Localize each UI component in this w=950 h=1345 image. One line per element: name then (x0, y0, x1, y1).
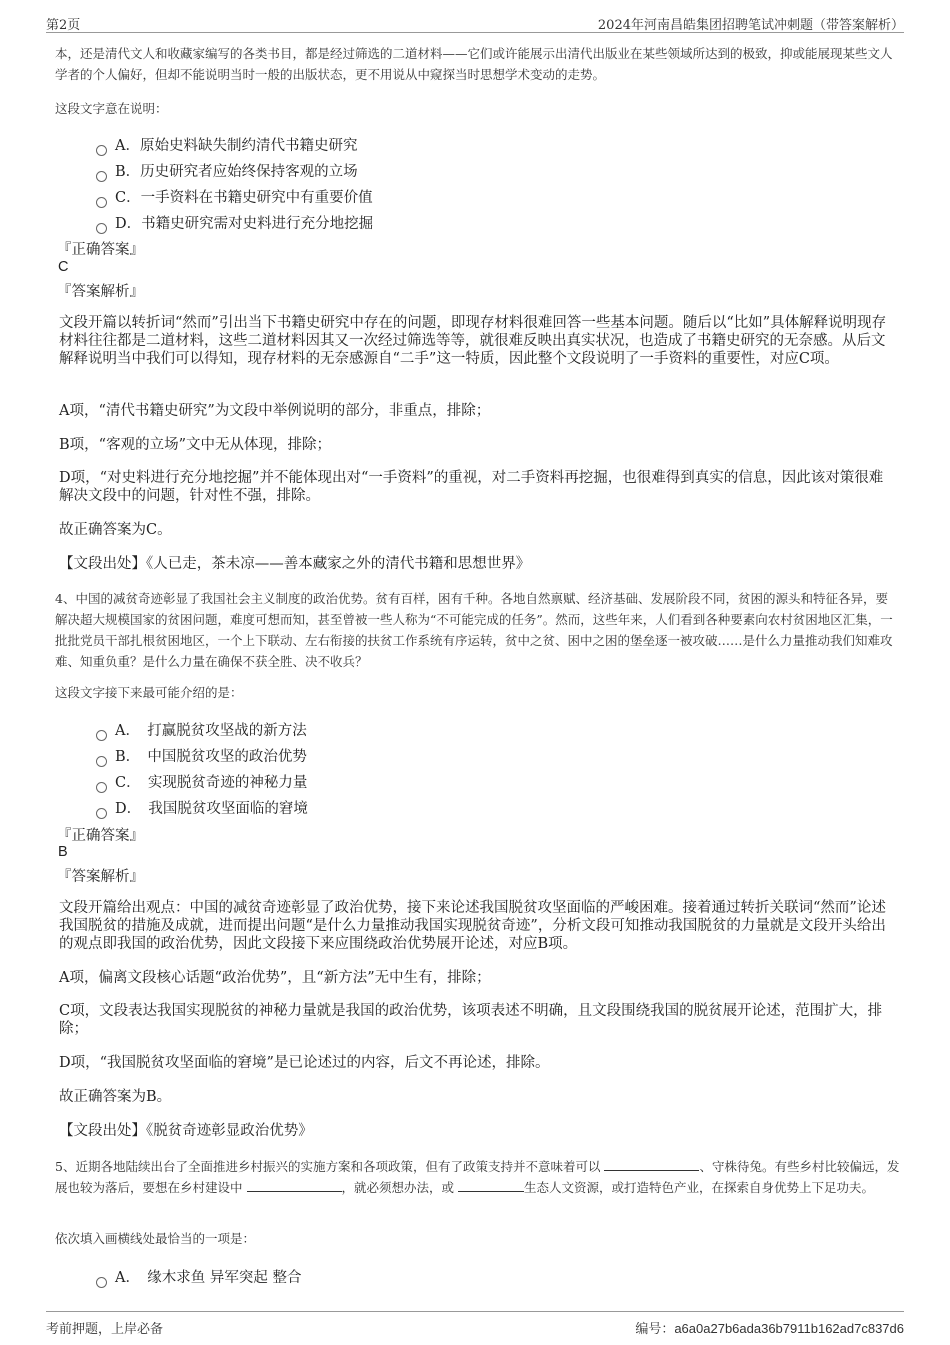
q5-option-a[interactable]: A． 缘木求鱼 异军突起 整合 (96, 1266, 301, 1287)
radio-icon[interactable] (96, 197, 107, 208)
q4-option-d[interactable]: D． 我国脱贫攻坚面临的窘境 (96, 797, 308, 818)
q3-analysis-a: A项，“清代书籍史研究”为文段中举例说明的部分，非重点，排除； (59, 403, 491, 419)
q4-option-a[interactable]: A． 打赢脱贫攻坚战的新方法 (96, 719, 307, 740)
radio-icon[interactable] (96, 145, 107, 156)
q4-analysis-main: 文段开篇给出观点：中国的减贫奇迹彰显了政治优势，接下来论述我国脱贫攻坚面临的严峻困难。接着通过转折关联词“然而”论述我国脱贫的措施及成就，进而提出问题“是什么力量推动我国实现脱贫奇迹”，分析文段可知推动我国脱贫的力量就是文段开头给出的观点即我国的政治优势，因此文段接下来应围绕政治优势展开论述，对应B项。 (59, 900, 886, 952)
blank-1[interactable] (604, 1158, 699, 1171)
q3-option-b[interactable]: B．历史研究者应始终保持客观的立场 (96, 160, 358, 181)
document-code: 编号：a6a0a27b6ada36b7911b162ad7c837d6 (635, 1321, 904, 1337)
q4-analysis-a: A项，偏离文段核心话题“政治优势”，且“新方法”无中生有，排除； (59, 970, 491, 986)
radio-icon[interactable] (96, 171, 107, 182)
q3-option-a[interactable]: A．原始史料缺失制约清代书籍史研究 (96, 134, 357, 155)
q4-stem: 4、中国的减贫奇迹彰显了我国社会主义制度的政治优势。贫有百样，困有千种。各地自然禀赋、经济基础、发展阶段不同，贫困的源头和特征各异，要解决超大规模国家的贫困问题，难度可想而知，甚至曾被一些人称为“不可能完成的任务”。然而，这些年来，人们看到各种要素向农村贫困地区汇集，一批批党员干部扎根贫困地区，一个上下联动、左右衔接的扶贫工作系统有序运转，贫中之贫、困中之困的堡垒逐一被攻破……是什么力量推动我们知难攻难、知重负重？是什么力量在确保不获全胜、决不收兵？ (55, 591, 893, 669)
page-footer (46, 1311, 904, 1336)
q3-source: 【文段出处】《人已走，茶未凉——善本藏家之外的清代书籍和思想世界》 (59, 556, 531, 572)
q4-source: 【文段出处】《脱贫奇迹彰显政治优势》 (59, 1123, 313, 1139)
q4-conclusion: 故正确答案为B。 (59, 1089, 172, 1105)
q3-prompt: 这段文字意在说明： (55, 101, 168, 116)
page-header (46, 10, 904, 33)
intro-paragraph: 本，还是清代文人和收藏家编写的各类书目，都是经过筛选的二道材料——它们或许能展示出清代出版业在某些领域所达到的极致，抑或能展现某些文人学者的个人偏好，但却不能说明当时一般的出版状态，更不用说从中窥探当时思想学术变动的走势。 (55, 46, 893, 82)
q4-analysis-label: 『答案解析』 (57, 869, 144, 885)
q3-analysis-main: 文段开篇以转折词“然而”引出当下书籍史研究中存在的问题，即现存材料很难回答一些基本问题。随后以“比如”具体解释说明现存材料往往都是二道材料，这些二道材料因其又一次经过筛选等等，就很难反映出真实状况，也造成了书籍史研究的无奈感。从后文解释说明当中我们可以得知，现存材料的无奈感源自“二手”这一特质，因此整个文段说明了一手资料的重要性，对应C项。 (59, 315, 887, 367)
blank-2[interactable] (247, 1179, 342, 1192)
document-title: 2024年河南昌皓集团招聘笔试冲刺题（带答案解析） (597, 18, 904, 33)
q5-prompt: 依次填入画横线处最恰当的一项是： (55, 1231, 256, 1246)
q3-answer-label: 『正确答案』 (57, 242, 144, 258)
radio-icon[interactable] (96, 1277, 107, 1288)
q4-option-b[interactable]: B． 中国脱贫攻坚的政治优势 (96, 745, 307, 766)
q3-conclusion: 故正确答案为C。 (59, 522, 172, 538)
radio-icon[interactable] (96, 730, 107, 741)
q4-option-c[interactable]: C． 实现脱贫奇迹的神秘力量 (96, 771, 307, 792)
page-number: 第2页 (46, 18, 81, 33)
radio-icon[interactable] (96, 756, 107, 767)
q4-analysis-c: C项，文段表达我国实现脱贫的神秘力量就是我国的政治优势，该项表述不明确，且文段围绕我国的脱贫展开论述，范围扩大，排除； (59, 1003, 883, 1037)
q4-analysis-d: D项，“我国脱贫攻坚面临的窘境”是已论述过的内容，后文不再论述，排除。 (59, 1055, 550, 1071)
radio-icon[interactable] (96, 808, 107, 819)
radio-icon[interactable] (96, 782, 107, 793)
q3-analysis-d: D项，“对史料进行充分地挖掘”并不能体现出对“一手资料”的重视，对二手资料再挖掘，也很难得到真实的信息，因此该对策很难解决文段中的问题，针对性不强，排除。 (59, 470, 884, 504)
blank-3[interactable] (458, 1179, 524, 1192)
q3-analysis-b: B项，“客观的立场”文中无从体现，排除； (59, 437, 331, 453)
q4-answer-label: 『正确答案』 (57, 828, 144, 844)
q4-answer: B (58, 844, 68, 860)
q3-option-c[interactable]: C．一手资料在书籍史研究中有重要价值 (96, 186, 373, 207)
q3-option-d[interactable]: D．书籍史研究需对史料进行充分地挖掘 (96, 212, 373, 233)
q3-answer: C (58, 259, 69, 275)
q3-analysis-label: 『答案解析』 (57, 284, 144, 300)
radio-icon[interactable] (96, 223, 107, 234)
q5-stem: 5、近期各地陆续出台了全面推进乡村振兴的实施方案和各项政策，但有了政策支持并不意味着可以 、守株待兔。有些乡村比较偏远，发展也较为落后，要想在乡村建设中 ，就必须想办法，或 生态人文资源，或打造特色产业，在探索自身优势上下足功夫。 (55, 1159, 900, 1195)
footer-slogan: 考前押题，上岸必备 (46, 1322, 164, 1337)
q4-prompt: 这段文字接下来最可能介绍的是： (55, 685, 243, 700)
